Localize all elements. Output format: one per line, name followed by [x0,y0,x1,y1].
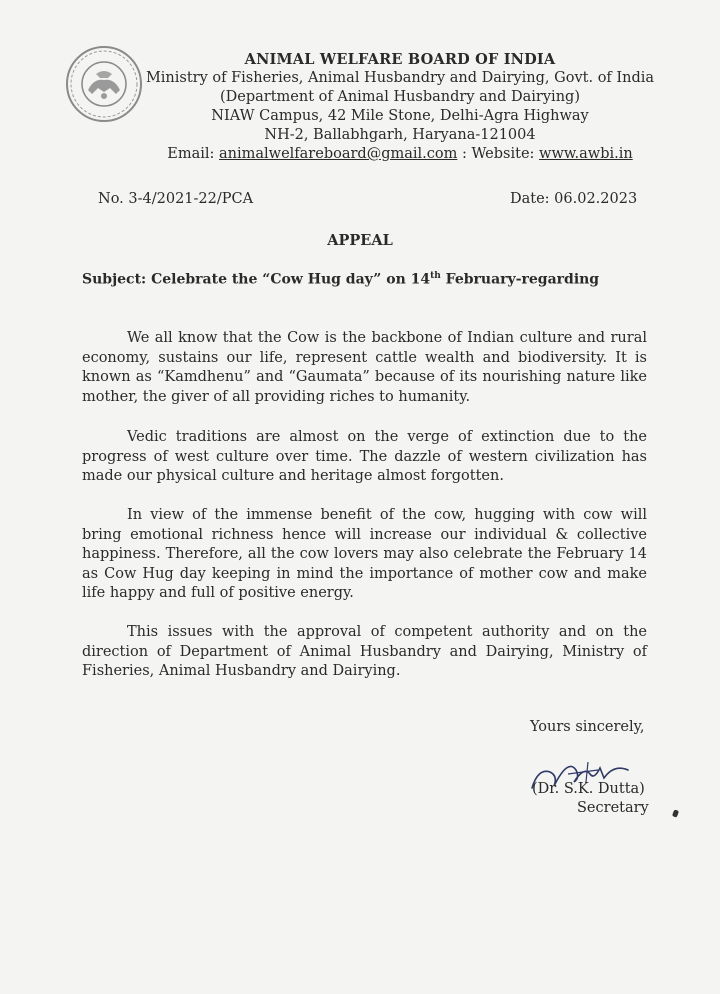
reference-number: No. 3-4/2021-22/PCA [98,191,254,207]
organization-name: ANIMAL WELFARE BOARD OF INDIA [244,51,556,68]
body-paragraph-3: In view of the immense benefit of the cow, hugging with cow will bring emotional richness hence will increase our individual & collective happiness. Therefore, all the cow lovers may also celebrate the February 14 as Cow Hug day keeping in mind the importance of mother cow and make life happy and full of positive energy. [82,507,647,601]
subject-suffix: February-regarding [440,271,600,288]
body-paragraph-2: Vedic traditions are almost on the verge of extinction due to the progress of west culture over time. The dazzle of western civilization has made our physical culture and heritage almost forgotten. [82,429,647,484]
signatory-designation: Secretary [577,800,649,816]
board-seal-icon [64,44,144,124]
contact-line [140,145,660,164]
closing-salutation: Yours sincerely, [530,719,645,735]
letterhead [140,50,660,164]
ministry-line: Ministry of Fisheries, Animal Husbandry and Dairying, Govt. of India [145,70,655,86]
body-paragraph-1: We all know that the Cow is the backbone of Indian culture and rural economy, sustains our life, represent cattle wealth and biodiversity. It is known as “Kamdhenu” and “Gaumata” because of its nourishing nature like mother, the giver of all providing riches to humanity. [82,330,647,405]
email-label: Email: [167,146,215,162]
website-label: : Website: [461,146,535,162]
department-line: (Department of Animal Husbandry and Dairying) [220,89,580,105]
email-link[interactable]: animalwelfareboard@gmail.com [219,146,458,162]
website-link[interactable]: www.awbi.in [539,146,633,162]
address-line-2: NH-2, Ballabhgarh, Haryana-121004 [264,127,536,143]
letter-date: Date: 06.02.2023 [510,191,638,207]
address-line-1: NIAW Campus, 42 Mile Stone, Delhi-Agra Highway [211,108,589,124]
document-heading: APPEAL [327,232,393,249]
subject-line [82,271,662,288]
signatory-name: (Dr. S.K. Dutta) [532,781,645,797]
ink-mark [672,809,679,817]
subject-prefix: Subject: Celebrate the “Cow Hug day” on 14 [82,271,431,288]
subject-superscript: th [430,271,441,281]
body-paragraph-4: This issues with the approval of competent authority and on the direction of Department of Animal Husbandry and Dairying, Ministry of Fisheries, Animal Husbandry and Dairying. [82,624,647,679]
